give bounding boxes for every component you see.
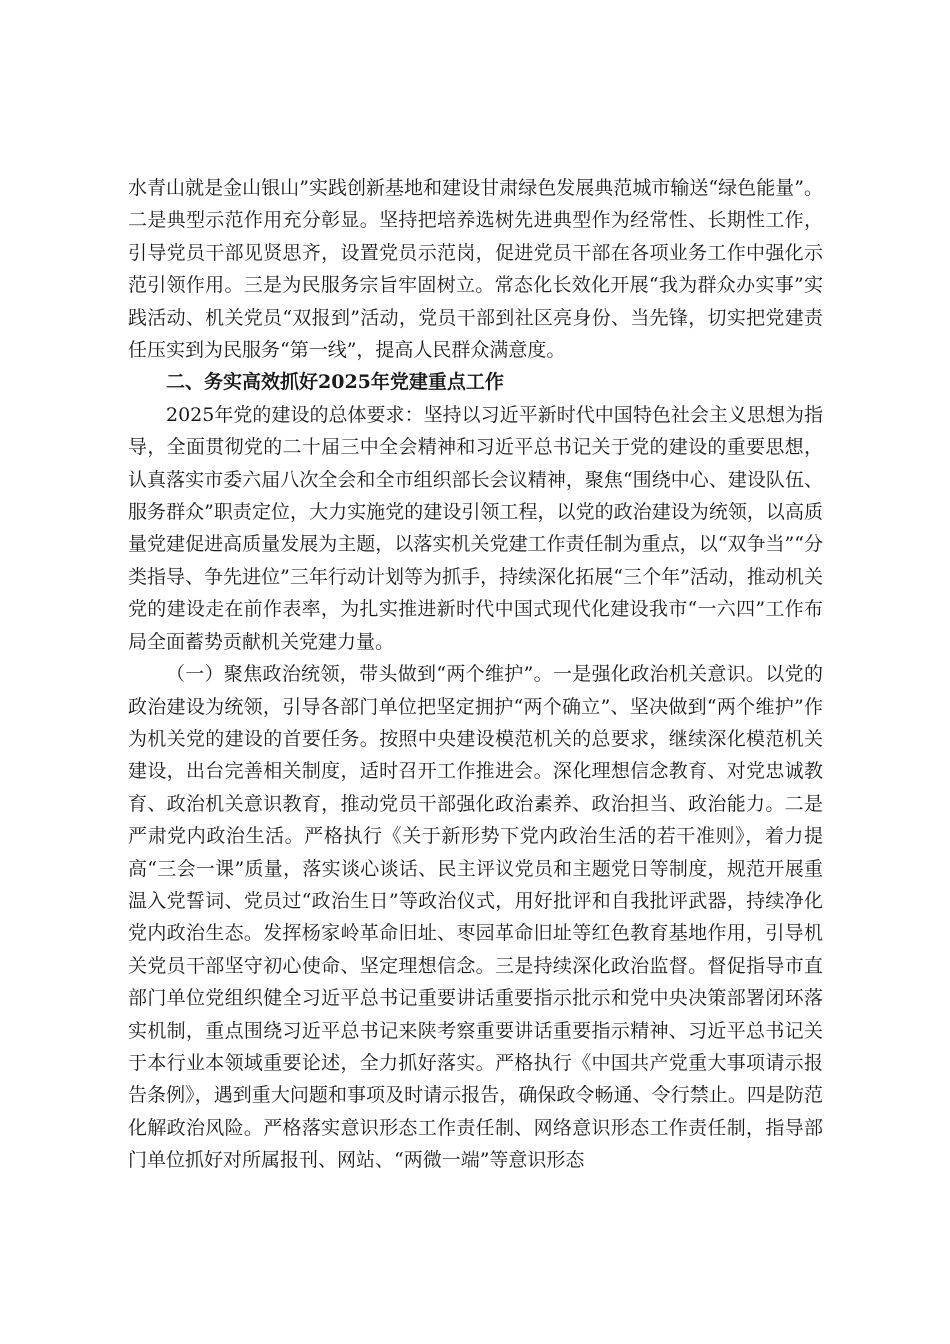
continuation-paragraph: 水青山就是金山银山”实践创新基地和建设甘肃绿色发展典范城市输送“绿色能量”。二是典型示范作用充分彰显。坚持把培养选树先进典型作为经常性、长期性工作，引导党员干部见贤思齐，设置党员示范岗，促进党员干部在各项业务工作中强化示范引领作用。三是为民服务宗旨牢固树立。常态化长效化开展“我为群众办实事”实践活动、机关党员“双报到”活动，党员干部到社区亮身份、当先锋，切实把党建责任压实到为民服务“第一线”，提高人民群众满意度。 — [128, 177, 823, 362]
document-body — [128, 172, 823, 1177]
body-paragraph: （一）聚焦政治统领，带头做到“两个维护”。一是强化政治机关意识。以党的政治建设为统领，引导各部门单位把坚定拥护“两个确立”、坚决做到“两个维护”作为机关党的建设的首要任务。按照中央建设模范机关的总要求，继续深化模范机关建设，出台完善相关制度，适时召开工作推进会。深化理想信念教育、对党忠诚教育、政治机关意识教育，推动党员干部强化政治素养、政治担当、政治能力。二是严肃党内政治生活。严格执行《关于新形势下党内政治生活的若干准则》，着力提高“三会一课”质量，落实谈心谈话、民主评议党员和主题党日等制度，规范开展重温入党誓词、党员过“政治生日”等政治仪式，用好批评和自我批评武器，持续净化党内政治生态。发挥杨家岭革命旧址、枣园革命旧址等红色教育基地作用，引导机关党员干部坚守初心使命、坚定理想信念。三是持续深化政治监督。督促指导市直部门单位党组织健全习近平总书记重要讲话重要指示批示和党中央决策部署闭环落实机制，重点围绕习近平总书记来陕考察重要讲话重要指示精神、习近平总书记关于本行业本领域重要论述，全力抓好落实。严格执行《中国共产党重大事项请示报告条例》，遇到重大问题和事项及时请示报告，确保政令畅通、令行禁止。四是防范化解政治风险。严格落实意识形态工作责任制、网络意识形态工作责任制，指导部门单位抓好对所属报刊、网站、“两微一端”等意识形态 — [128, 663, 823, 1172]
body-paragraph: 2025年党的建设的总体要求：坚持以习近平新时代中国特色社会主义思想为指导，全面贯彻党的二十届三中全会精神和习近平总书记关于党的建设的重要思想，认真落实市委六届八次全会和全市组织部长会议精神，聚焦“围绕中心、建设队伍、服务群众”职责定位，大力实施党的建设引领工程，以党的政治建设为统领，以高质量党建促进高质量发展为主题，以落实机关党建工作责任制为重点，以“双争当”“分类指导、争先进位”三年行动计划等为抓手，持续深化拓展“三个年”活动，推动机关党的建设走在前作表率，为扎实推进新时代中国式现代化建设我市“一六四”工作布局全面蓄势贡献机关党建力量。 — [128, 403, 823, 653]
section-heading: 二、务实高效抓好2025年党建重点工作 — [166, 371, 504, 394]
